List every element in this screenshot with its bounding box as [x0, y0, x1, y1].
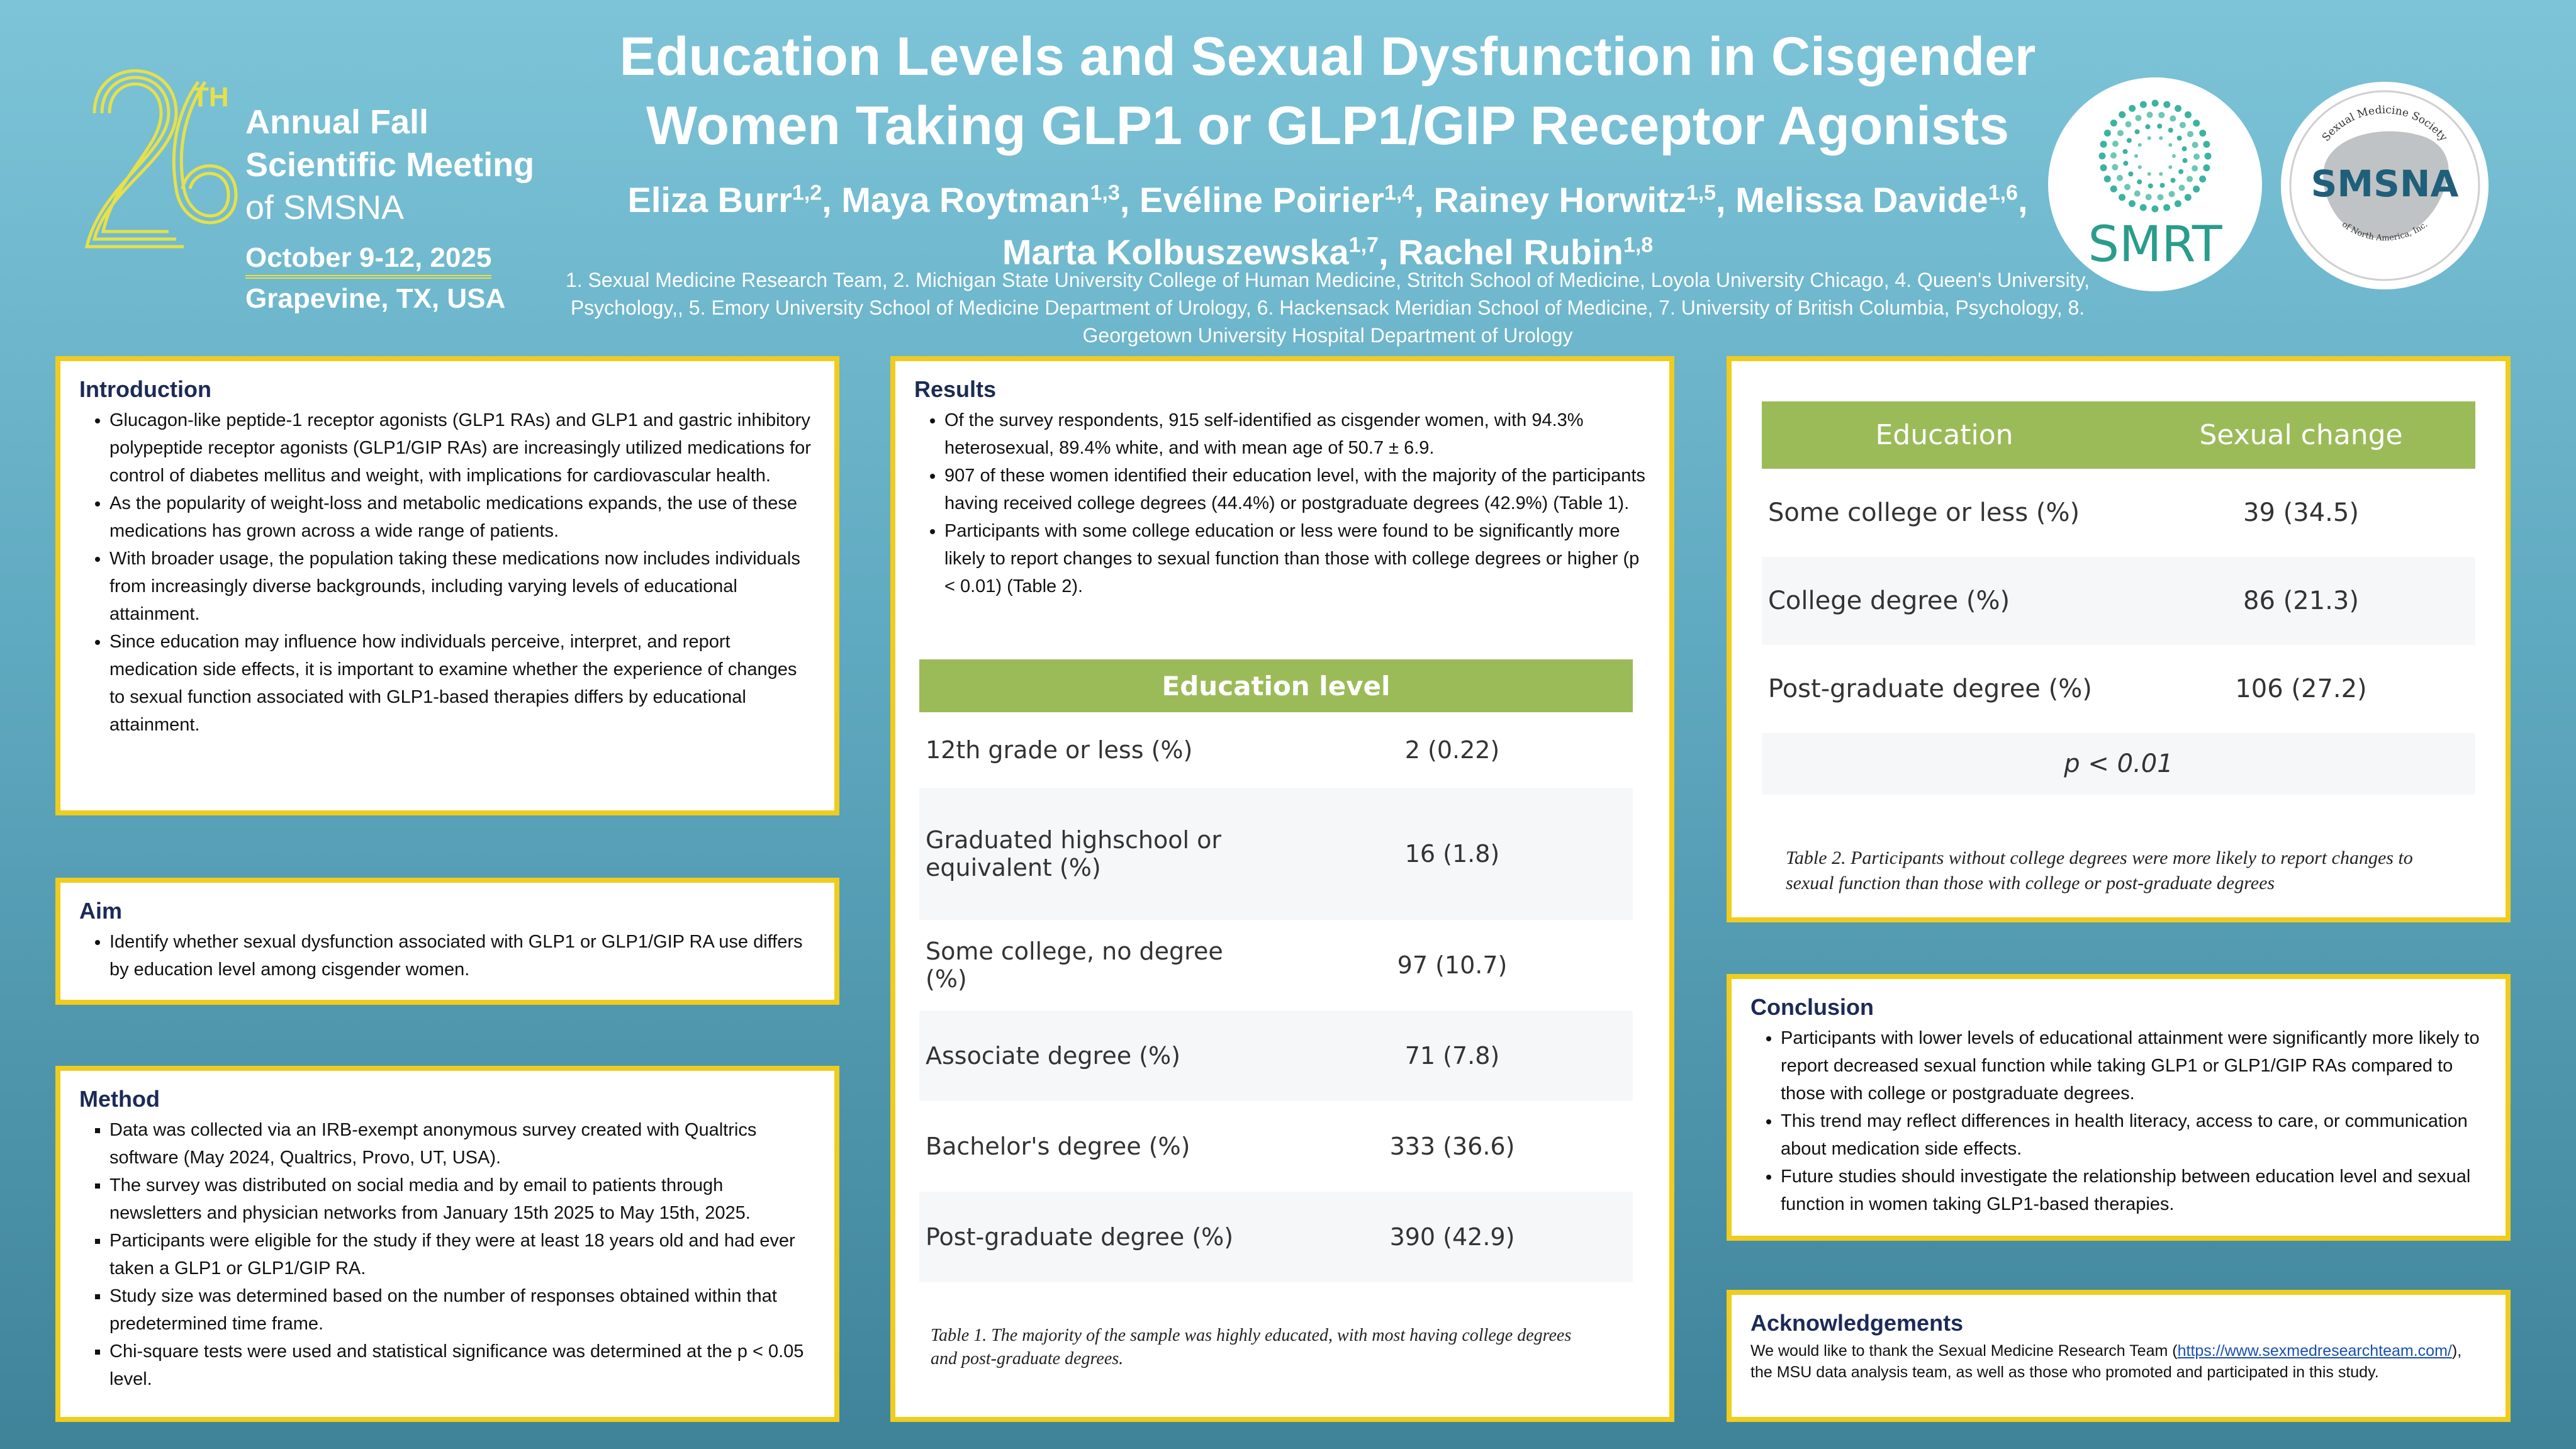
row-value: 106 (27.2): [2235, 674, 2367, 703]
author: Maya Roytman$^{1,3}$,: [841, 179, 1140, 220]
author: Eliza Burr$^{1,2}$,: [627, 179, 842, 220]
table-row: [1762, 557, 2475, 645]
conference-logo: [82, 44, 547, 321]
table-row: [919, 1010, 1633, 1101]
introduction-heading: Introduction: [79, 376, 211, 402]
conclusion-item: • Future studies should investigate the relationship between education level and sexual function in women taking GLP1-based therapies.: [1781, 1163, 2487, 1218]
acknowledgements-heading: Acknowledgements: [1750, 1310, 1964, 1336]
conference-location: Grapevine, TX, USA: [245, 283, 506, 314]
conference-line-3: of SMSNA: [245, 189, 405, 227]
poster-title: Education Levels and Sexual Dysfunction in Cisgender Women Taking GLP1 or GLP1/GIP Receptor Agonists: [619, 26, 2036, 156]
method-item: ▪ Chi-square tests were used and statistical significance was determined at the p < 0.05 level.: [109, 1338, 815, 1393]
author: Rachel Rubin$^{1,8}$: [1398, 232, 1654, 272]
smsna-seal-icon: [2281, 82, 2489, 289]
table-row: [919, 1101, 1633, 1192]
row-label: 12th grade or less (%): [926, 736, 1193, 764]
research-team-link[interactable]: https://www.sexmedresearchteam.com/: [2177, 1342, 2452, 1360]
row-value: 71 (7.8): [1272, 1010, 1633, 1101]
introduction-item: • With broader usage, the population taking these medications now includes individuals from increasingly diverse backgrounds, including varying levels of educational attainment.: [109, 545, 815, 628]
row-value: 333 (36.6): [1389, 1133, 1515, 1160]
results-item: • 907 of these women identified their education level, with the majority of the participants having received college degrees (44.4%) or postgraduate degrees (42.9%) (Table 1).: [944, 462, 1650, 517]
author: Evéline Poirier$^{1,4}$,: [1139, 179, 1434, 220]
sexual-change-table: [1762, 401, 2475, 795]
row-value: 97 (10.7): [1397, 951, 1508, 979]
table2-panel: [1727, 356, 2511, 922]
author: Marta Kolbuszewska$^{1,7}$,: [1002, 232, 1399, 272]
p-value-row: [1762, 733, 2475, 795]
svg-text:SMSNA: SMSNA: [2310, 162, 2459, 205]
conclusion-heading: Conclusion: [1750, 994, 1874, 1020]
table1-caption: Table 1. The majority of the sample was highly educated, with most having college degrees and post-graduate degrees.: [931, 1326, 1572, 1368]
introduction-panel: [55, 356, 839, 815]
row-label: Some college or less (%): [1768, 498, 2080, 527]
row-label: Graduated highschool or equivalent (%): [919, 788, 1272, 920]
results-item: • Participants with some college education or less were found to be significantly more likely to report changes to sexual function than those with college degrees or higher (p < 0.01) (Table 2).: [944, 517, 1650, 600]
conclusion-panel: [1727, 974, 2511, 1241]
smsna-logo: [2281, 82, 2489, 289]
conference-line-2: Scientific Meeting: [245, 146, 535, 184]
education-level-table: [919, 659, 1633, 1282]
aim-heading: Aim: [79, 898, 123, 924]
acknowledgements-text: We would like to thank the Sexual Medicine Research Team (https://www.sexmedresearchteam.com/), the MSU data analysis team, as well as those who promoted and participated in this study.: [1750, 1342, 2462, 1381]
table-row: [919, 712, 1633, 788]
conclusion-item: • This trend may reflect differences in health literacy, access to care, or communication about medication side effects.: [1781, 1107, 2487, 1163]
table-row: [1762, 469, 2475, 557]
table2-caption: Table 2. Participants without college degrees were more likely to report changes to sexual function than those with college or post-graduate degrees: [1786, 848, 2413, 893]
table1-header: Education level: [919, 659, 1633, 712]
svg-text:of North America, Inc.: of North America, Inc.: [2339, 220, 2430, 243]
smrt-logo: [2048, 77, 2262, 291]
method-item: ▪ Study size was determined based on the number of responses obtained within that predetermined time frame.: [109, 1282, 815, 1338]
table-row: [919, 920, 1633, 1010]
author: Melissa Davide$^{1,6}$,: [1735, 179, 2028, 220]
aim-item: • Identify whether sexual dysfunction associated with GLP1 or GLP1/GIP RA use differs by education level among cisgender women.: [109, 928, 815, 983]
method-item: ▪ The survey was distributed on social media and by email to patients through newsletters and physician networks from January 15th 2025 to May 15th, 2025.: [109, 1172, 815, 1227]
method-panel: [55, 1066, 839, 1422]
acknowledgements-panel: [1727, 1290, 2511, 1422]
row-value: 2 (0.22): [1404, 736, 1500, 764]
results-item: • Of the survey respondents, 915 self-identified as cisgender women, with 94.3% heterosexual, 89.4% white, and with mean age of 50.7 ± 6.9.: [944, 406, 1650, 462]
row-label: Some college, no degree (%): [926, 937, 1223, 993]
results-panel: [890, 356, 1674, 1422]
table-row: [919, 788, 1633, 920]
row-label: Associate degree (%): [919, 1010, 1272, 1101]
conference-line-1: Annual Fall: [245, 103, 429, 141]
row-label: College degree (%): [1762, 557, 2127, 645]
smrt-dots-icon: [2048, 77, 2262, 291]
number-26-graphic: [82, 44, 239, 252]
row-label: Post-graduate degree (%): [1768, 674, 2092, 703]
author: Rainey Horwitz$^{1,5}$,: [1433, 179, 1736, 220]
method-item: ▪ Data was collected via an IRB-exempt anonymous survey created with Qualtrics software (May 2024, Qualtrics, Provo, UT, USA).: [109, 1116, 815, 1172]
aim-panel: [55, 878, 839, 1005]
svg-text:SMRT: SMRT: [2088, 216, 2222, 273]
conclusion-item: • Participants with lower levels of educational attainment were significantly more likely to report decreased sexual function while taking GLP1 or GLP1/GIP RAs compared to those with college or postgraduate degrees.: [1781, 1024, 2487, 1107]
introduction-item: • As the popularity of weight-loss and metabolic medications expands, the use of these medications has grown across a wide range of patients.: [109, 490, 815, 545]
table-row: [919, 1192, 1633, 1282]
row-label: Post-graduate degree (%): [919, 1192, 1272, 1282]
row-value: 390 (42.9): [1272, 1192, 1633, 1282]
table2-col-education: Education: [1762, 401, 2127, 469]
method-heading: Method: [79, 1086, 160, 1112]
author-list: [541, 170, 2114, 275]
introduction-item: • Since education may influence how individuals perceive, interpret, and report medication side effects, it is important to examine whether the experience of changes to sexual function associated with GLP1-based therapies differs by educational attainment.: [109, 628, 815, 739]
row-label: Bachelor's degree (%): [926, 1133, 1190, 1160]
conference-dates: October 9-12, 2025: [245, 242, 491, 279]
row-value: 86 (21.3): [2127, 557, 2475, 645]
table-row: [1762, 645, 2475, 733]
introduction-item: • Glucagon-like peptide-1 receptor agonists (GLP1 RAs) and GLP1 and gastric inhibitory polypeptide receptor agonists (GLP1/GIP RAs) are increasingly utilized medications for control of diabetes mellitus and weight, with implications for cardiovascular health.: [109, 406, 815, 490]
row-value: 16 (1.8): [1272, 788, 1633, 920]
results-heading: Results: [914, 376, 997, 402]
table2-col-sexual-change: Sexual change: [2127, 401, 2475, 469]
ordinal-suffix: TH: [192, 82, 229, 113]
row-value: 39 (34.5): [2243, 498, 2359, 527]
method-item: ▪ Participants were eligible for the study if they were at least 18 years old and had ever taken a GLP1 or GLP1/GIP RA.: [109, 1227, 815, 1282]
svg-text:Sexual Medicine Society: Sexual Medicine Society: [2319, 103, 2450, 144]
p-value: p < 0.01: [1762, 733, 2475, 795]
affiliations: 1. Sexual Medicine Research Team, 2. Michigan State University College of Human Medicine, Stritch School of Medicine, Loyola University Chicago, 4. Queen's University, Psychology,, 5. Emory University School of Medicine Department of Urology, 6. Hackensack Meridian School of Medicine, 7. University of British Columbia, Psychology, 8. Georgetown University Hospital Department of Urology: [565, 269, 2090, 347]
